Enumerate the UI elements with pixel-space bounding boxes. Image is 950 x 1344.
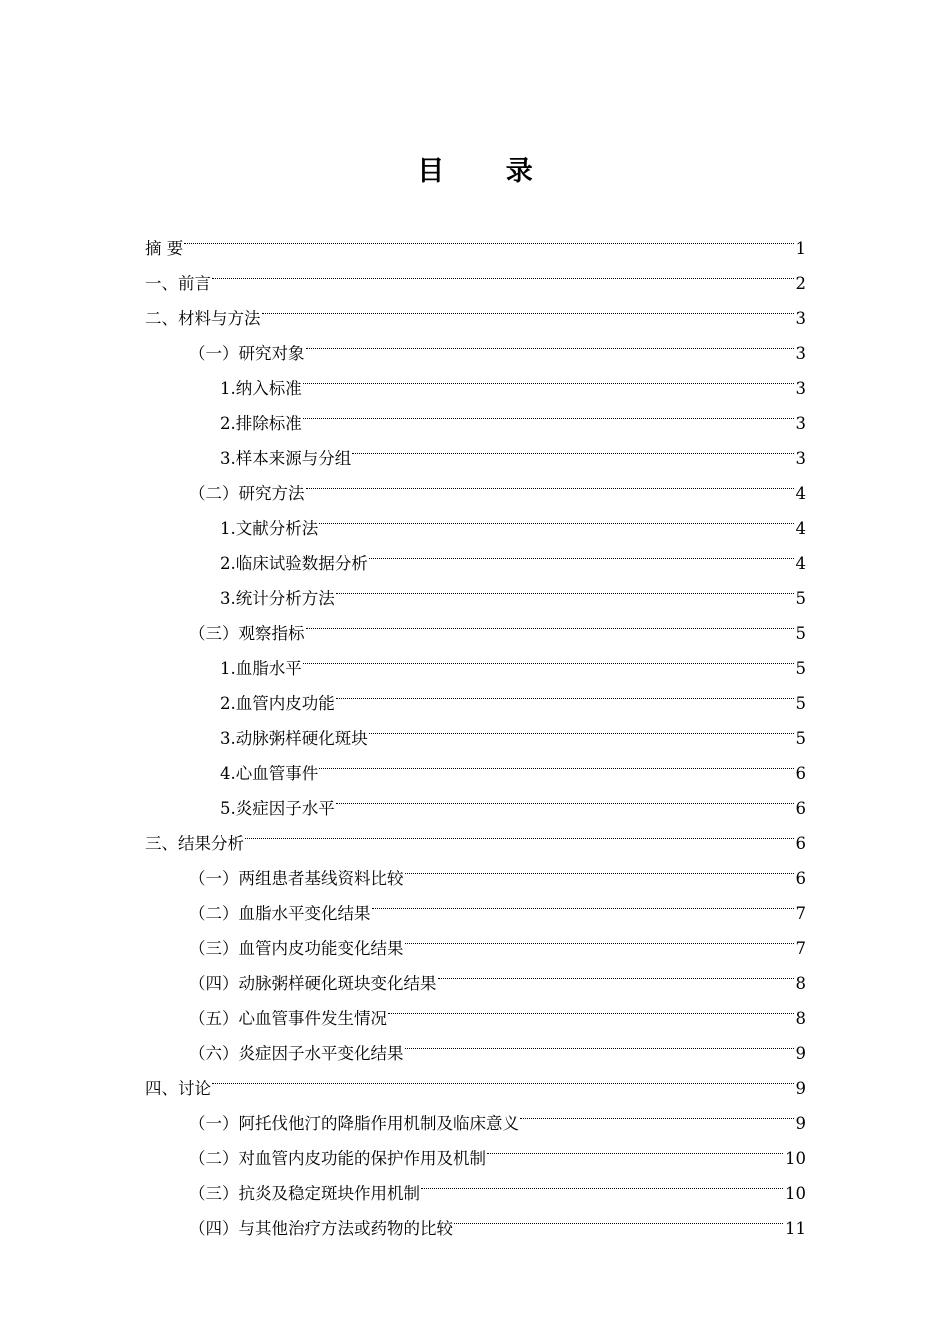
toc-entry-page: 1 (795, 239, 806, 258)
toc-entry-label: 2.临床试验数据分析 (220, 554, 368, 573)
toc-entry-label: 四、讨论 (145, 1079, 211, 1098)
toc-dot-leader (212, 1059, 794, 1094)
toc-entry[interactable] (145, 254, 806, 293)
toc-entry-page: 5 (795, 659, 806, 678)
toc-dot-leader (487, 1129, 783, 1164)
toc-dot-leader (369, 534, 794, 569)
toc-entry-label: （二）研究方法 (189, 484, 305, 503)
toc-entry-label: 5.炎症因子水平 (220, 799, 335, 818)
toc-dot-leader (319, 744, 793, 779)
toc-entry-label: （五）心血管事件发生情况 (189, 1009, 387, 1028)
toc-entry-label: （一）两组患者基线资料比较 (189, 869, 404, 888)
toc-dot-leader (212, 254, 794, 289)
toc-entry[interactable] (145, 814, 806, 853)
toc-entry-page: 4 (795, 484, 806, 503)
toc-entry-label: （六）炎症因子水平变化结果 (189, 1044, 404, 1063)
toc-entry-page: 11 (785, 1219, 806, 1238)
toc-entry-label: 1.血脂水平 (220, 659, 302, 678)
toc-dot-leader (369, 709, 794, 744)
toc-dot-leader (336, 674, 794, 709)
toc-entry-page: 9 (795, 1114, 806, 1133)
toc-entry-label: （二）对血管内皮功能的保护作用及机制 (189, 1149, 486, 1168)
toc-entry-page: 2 (795, 274, 806, 293)
toc-dot-leader (319, 499, 793, 534)
toc-entry-label: （四）与其他治疗方法或药物的比较 (189, 1219, 453, 1238)
toc-entry-page: 5 (795, 694, 806, 713)
toc-dot-leader (303, 639, 794, 674)
toc-entry-page: 10 (785, 1184, 806, 1203)
toc-entry-page: 5 (795, 729, 806, 748)
toc-entry[interactable] (145, 1059, 806, 1098)
toc-dot-leader (438, 954, 794, 989)
toc-entry-label: （一）阿托伐他汀的降脂作用机制及临床意义 (189, 1114, 519, 1133)
toc-dot-leader (520, 1094, 794, 1129)
toc-entry-page: 6 (795, 799, 806, 818)
toc-entry-label: 一、前言 (145, 274, 211, 293)
toc-entry-page: 9 (795, 1044, 806, 1063)
toc-dot-leader (262, 289, 794, 324)
toc-entry-page: 3 (795, 414, 806, 433)
toc-dot-leader (336, 569, 794, 604)
toc-entry-page: 6 (795, 764, 806, 783)
toc-entry-page: 9 (795, 1079, 806, 1098)
toc-entry-page: 7 (795, 939, 806, 958)
toc-entry-label: （一）研究对象 (189, 344, 305, 363)
toc-entry-label: 2.排除标准 (220, 414, 302, 433)
toc-entry-page: 3 (795, 379, 806, 398)
toc-dot-leader (405, 849, 794, 884)
toc-dot-leader (352, 429, 793, 464)
toc-entry-label: 三、结果分析 (145, 834, 244, 853)
toc-entry-page: 3 (795, 309, 806, 328)
toc-dot-leader (303, 394, 794, 429)
toc-entry-label: 摘 要 (145, 239, 184, 258)
toc-dot-leader (405, 1024, 794, 1059)
toc-entry-page: 8 (795, 974, 806, 993)
toc-entry-label: 3.统计分析方法 (220, 589, 335, 608)
toc-dot-leader (184, 219, 793, 254)
toc-title: 目 录 (417, 156, 559, 187)
toc-entry-page: 10 (785, 1149, 806, 1168)
toc-entry-page: 4 (795, 554, 806, 573)
toc-entry-label: 3.动脉粥样硬化斑块 (220, 729, 368, 748)
toc-entry-label: （三）血管内皮功能变化结果 (189, 939, 404, 958)
toc-dot-leader (245, 814, 794, 849)
toc-entry[interactable] (145, 1094, 806, 1133)
toc-dot-leader (421, 1164, 783, 1199)
toc-dot-leader (306, 464, 794, 499)
toc-entry-label: 4.心血管事件 (220, 764, 319, 783)
toc-entry-page: 8 (795, 1009, 806, 1028)
toc-dot-leader (454, 1199, 783, 1234)
toc-entry-label: （四）动脉粥样硬化斑块变化结果 (189, 974, 437, 993)
toc-entry-label: 1.纳入标准 (220, 379, 302, 398)
toc-entry-label: 2.血管内皮功能 (220, 694, 335, 713)
toc-dot-leader (372, 884, 794, 919)
toc-entry-page: 4 (795, 519, 806, 538)
toc-dot-leader (306, 604, 794, 639)
toc-entry-page: 3 (795, 449, 806, 468)
toc-entry-label: （三）抗炎及稳定斑块作用机制 (189, 1184, 420, 1203)
toc-entry-page: 5 (795, 589, 806, 608)
toc-dot-leader (388, 989, 794, 1024)
toc-entry-page: 3 (795, 344, 806, 363)
toc-entry-label: （二）血脂水平变化结果 (189, 904, 371, 923)
toc-entry[interactable] (145, 219, 806, 258)
toc-dot-leader (336, 779, 794, 814)
toc-entry[interactable] (145, 849, 806, 888)
toc-entry-label: 3.样本来源与分组 (220, 449, 352, 468)
toc-entry-page: 6 (795, 869, 806, 888)
toc-entry-label: 1.文献分析法 (220, 519, 319, 538)
toc-entry-page: 5 (795, 624, 806, 643)
toc-list (145, 219, 806, 1238)
toc-dot-leader (303, 359, 794, 394)
toc-entry-page: 6 (795, 834, 806, 853)
toc-dot-leader (405, 919, 794, 954)
toc-entry-page: 7 (795, 904, 806, 923)
toc-entry-label: （三）观察指标 (189, 624, 305, 643)
toc-dot-leader (306, 324, 794, 359)
toc-entry[interactable] (145, 289, 806, 328)
toc-entry-label: 二、材料与方法 (145, 309, 261, 328)
